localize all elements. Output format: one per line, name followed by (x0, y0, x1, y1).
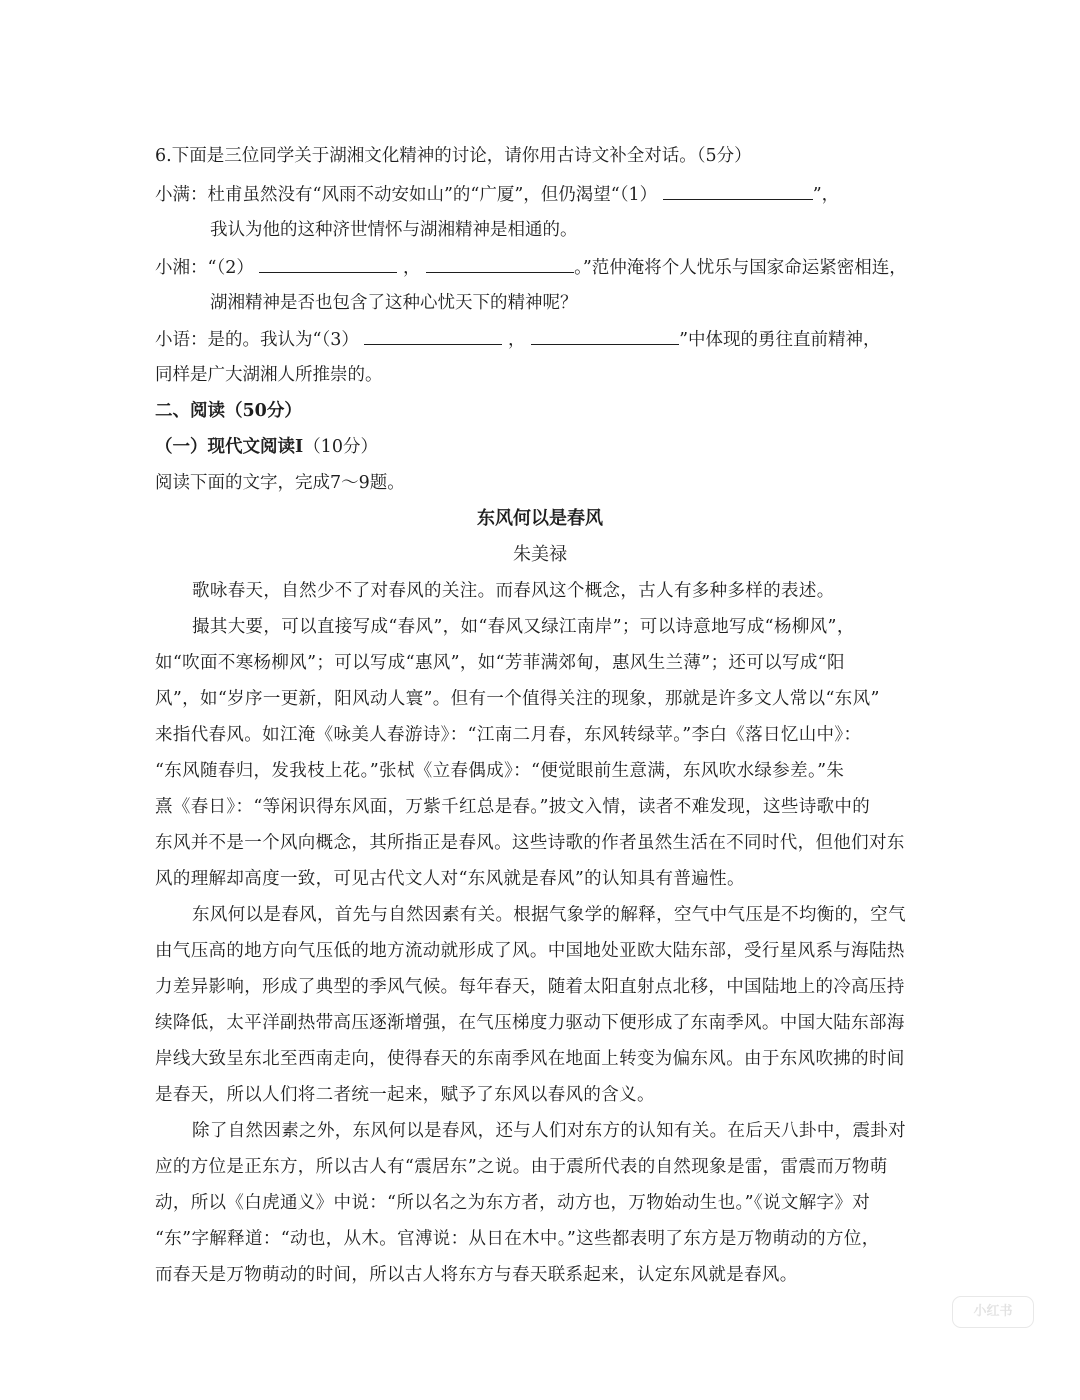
dialogue-xiaoman-line2: 我认为他的这种济世情怀与湖湘精神是相通的。 (210, 220, 578, 240)
dialogue-xiaoyu-line1 (155, 326, 925, 353)
sub-section-heading (155, 434, 925, 460)
article-line: 除了自然因素之外，东风何以是春风，还与人们对东方的认知有关。在后天八卦中，震卦对 (192, 1121, 906, 1141)
article-line: 熹《春日》：“等闲识得东风面，万紫千红总是春。”披文入情，读者不难发现，这些诗歌中的 (155, 797, 871, 817)
dialogue-text: ”， (812, 185, 840, 205)
article-line: 续降低，太平洋副热带高压逐渐增强，在气压梯度力驱动下便形成了东南季风。中国大陆东部海 (155, 1013, 905, 1033)
article-line: 动，所以《白虎通义》中说：“所以名之为东方者，动方也，万物始动生也。”《说文解字》对 (155, 1193, 871, 1213)
article-line: 东风何以是春风，首先与自然因素有关。根据气象学的解释，空气中气压是不均衡的，空气 (192, 905, 906, 925)
reading-instruction: 阅读下面的文字，完成7～9题。 (155, 473, 405, 493)
dialogue-text: 小湘：“（2） (155, 258, 254, 278)
sub-heading-text: （一）现代文阅读Ⅰ (155, 437, 304, 457)
question-6-prompt: 6.下面是三位同学关于湖湘文化精神的讨论，请你用古诗文补全对话。（5分） (155, 146, 752, 166)
dialogue-text: 小满：杜甫虽然没有“风雨不动安如山”的“广厦”，但仍渴望“（1） (155, 185, 658, 205)
dialogue-text: ”中体现的勇往直前精神， (679, 330, 881, 350)
answer-blank-2a[interactable] (259, 254, 397, 273)
answer-blank-3b[interactable] (531, 326, 679, 345)
article-line: 应的方位是正东方，所以古人有“震居东”之说。由于震所代表的自然现象是雷，雷震而万物萌 (155, 1157, 888, 1177)
dialogue-xiaoman-line1 (155, 181, 925, 208)
article-line: “东”字解释道：“动也，从木。官溥说：从日在木中。”这些都表明了东方是万物萌动的方位， (155, 1229, 880, 1249)
article-line: 由气压高的地方向气压低的地方流动就形成了风。中国地处亚欧大陆东部，受行星风系与海陆热 (155, 941, 905, 961)
answer-blank-3a[interactable] (364, 326, 502, 345)
dialogue-text: 小语：是的。我认为“（3） (155, 330, 359, 350)
article-line: 风的理解却高度一致，可见古代文人对“东风就是春风”的认知具有普遍性。 (155, 869, 745, 889)
article-title: 东风何以是春风 (477, 508, 603, 529)
article-line: 歌咏春天，自然少不了对春风的关注。而春风这个概念，古人有多种多样的表述。 (192, 581, 835, 601)
dialogue-text: ， (508, 330, 526, 350)
article-line: 来指代春风。如江淹《咏美人春游诗》：“江南二月春，东风转绿苹。”李白《落日忆山中》： (155, 725, 862, 745)
dialogue-xiaoxiang-line2: 湖湘精神是否也包含了这种心忧天下的精神呢？ (210, 293, 578, 313)
article-line: 是春天，所以人们将二者统一起来，赋予了东风以春风的含义。 (155, 1085, 655, 1105)
answer-blank-1[interactable] (663, 181, 813, 200)
article-line: 如“吹面不寒杨柳风”；可以写成“惠风”，如“芳菲满郊甸，惠风生兰薄”；还可以写成“阳 (155, 653, 845, 673)
article-author: 朱美禄 (513, 544, 567, 565)
article-line: 岸线大致呈东北至西南走向，使得春天的东南季风在地面上转变为偏东风。由于东风吹拂的时间 (155, 1049, 905, 1069)
dialogue-text: 。”范仲淹将个人忧乐与国家命运紧密相连， (574, 258, 907, 278)
dialogue-text: ， (403, 258, 421, 278)
article-line: “东风随春归，发我枝上花。”张栻《立春偶成》：“便觉眼前生意满，东风吹水绿参差。”朱 (155, 761, 845, 781)
article-line: 而春天是万物萌动的时间，所以古人将东方与春天联系起来，认定东风就是春风。 (155, 1265, 798, 1285)
article-line: 力差异影响，形成了典型的季风气候。每年春天，随着太阳直射点北移，中国陆地上的冷高压持 (155, 977, 905, 997)
watermark-logo: 小红书 (952, 1296, 1034, 1328)
article-line: 撮其大要，可以直接写成“春风”，如“春风又绿江南岸”；可以诗意地写成“杨柳风”， (192, 617, 855, 637)
article-line: 风”，如“岁序一更新，阳风动人寰”。但有一个值得关注的现象，那就是许多文人常以“东风” (155, 689, 880, 709)
sub-heading-score: （10分） (303, 437, 378, 457)
dialogue-xiaoxiang-line1 (155, 254, 925, 281)
answer-blank-2b[interactable] (426, 254, 574, 273)
dialogue-xiaoyu-line2: 同样是广大湖湘人所推崇的。 (155, 365, 383, 385)
section-heading: 二、阅读（50分） (155, 401, 302, 421)
article-line: 东风并不是一个风向概念，其所指正是春风。这些诗歌的作者虽然生活在不同时代，但他们对东 (155, 833, 905, 853)
